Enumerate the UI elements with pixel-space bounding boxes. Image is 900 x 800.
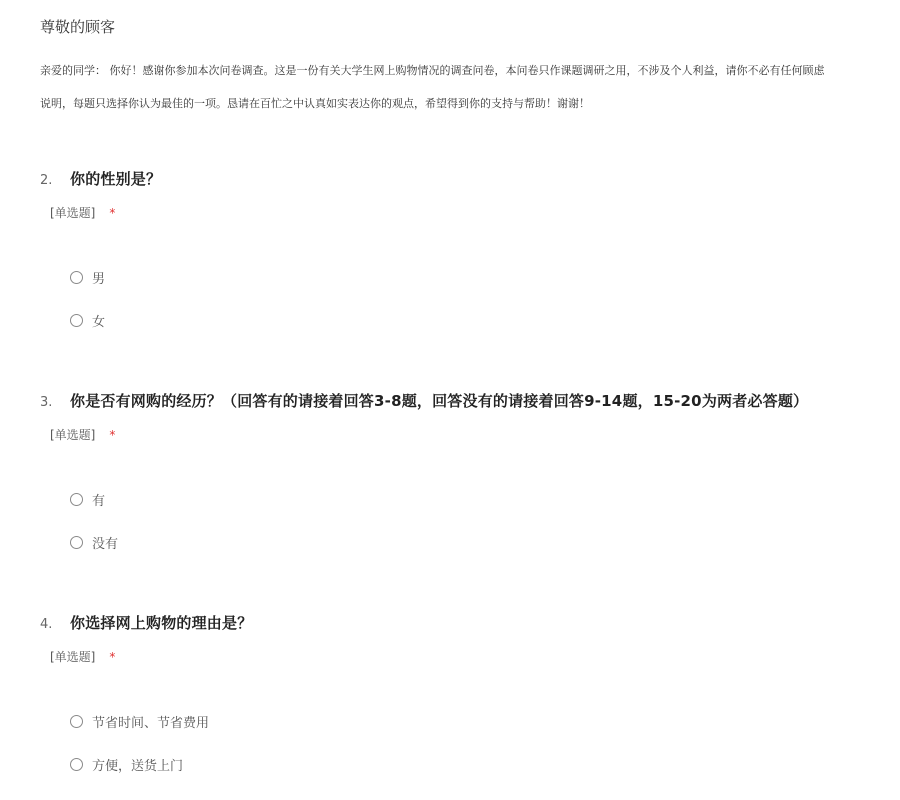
option-label: 女 [92,315,106,330]
radio-button[interactable] [70,493,83,506]
radio-button[interactable] [70,536,83,549]
option-no[interactable] [70,533,118,552]
option-label: 没有 [92,537,119,552]
question-type [50,204,900,221]
radio-button[interactable] [70,314,83,327]
question-number: 3. [40,395,53,410]
radio-button[interactable] [70,715,83,728]
option-save-time-cost[interactable] [70,712,209,731]
question-type [50,426,900,443]
option-label: 男 [92,272,106,287]
page-title: 尊敬的顾客 [40,18,116,36]
question-header [40,168,900,189]
required-mark: * [109,650,116,664]
question-3 [40,390,900,552]
option-label: 方便，送货上门 [92,759,184,774]
option-female[interactable] [70,311,105,330]
question-title: 你是否有网购的经历？（回答有的请接着回答3-8题，回答没有的请接着回答9-14题，15-20为两者必答题） [70,392,809,410]
survey-intro [40,54,900,120]
question-title: 你的性别是？ [70,170,162,188]
intro-line: 说明，每题只选择你认为最佳的一项。恳请在百忙之中认真如实表达你的观点，希望得到你的支持与帮助！谢谢！ [40,97,590,110]
question-4 [40,612,900,774]
option-label: 有 [92,494,106,509]
question-2 [40,168,900,330]
radio-button[interactable] [70,758,83,771]
option-yes[interactable] [70,490,105,509]
required-mark: * [109,206,116,220]
question-number: 2. [40,173,53,188]
question-number: 4. [40,617,53,632]
option-label: 节省时间、节省费用 [92,716,210,731]
question-title: 你选择网上购物的理由是？ [70,614,253,632]
question-type-label: [单选题] [50,428,96,442]
intro-line: 亲爱的同学： 你好！感谢你参加本次问卷调查。这是一份有关大学生网上购物情况的调查问卷，本问卷只作课题调研之用，不涉及个人利益，请你不必有任何顾虑 [40,64,825,77]
question-type [50,648,900,665]
required-mark: * [109,428,116,442]
question-type-label: [单选题] [50,650,96,664]
radio-button[interactable] [70,271,83,284]
option-male[interactable] [70,268,105,287]
option-convenient-delivery[interactable] [70,755,183,774]
question-header [40,612,900,633]
question-header [40,390,900,411]
question-type-label: [单选题] [50,206,96,220]
